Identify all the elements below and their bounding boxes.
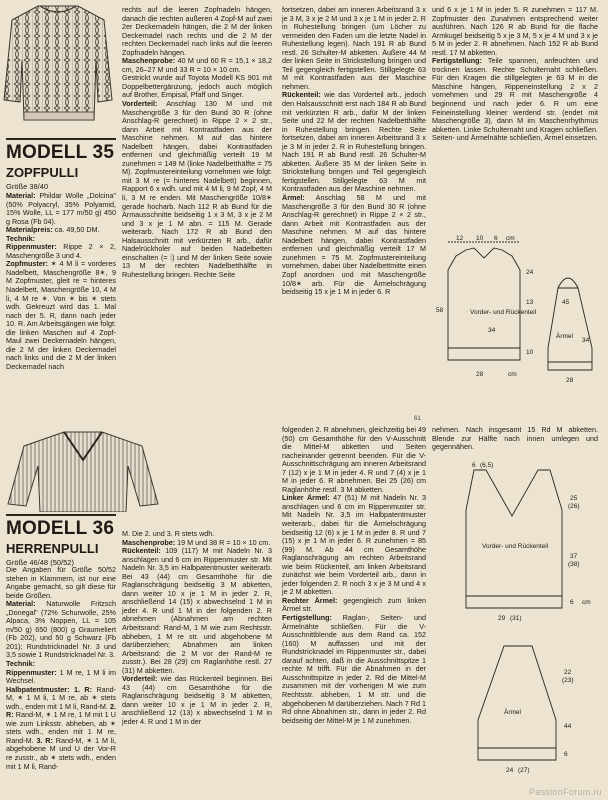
model36-col2-paragraph: Maschenprobe: 19 M und 38 R = 10 × 10 cm. xyxy=(122,537,271,547)
s36-bottom-31: (31) xyxy=(510,615,522,622)
model35-col4-paragraph: und 6 x je 1 M in jeder 5. R zunehmen = 117 M. Zopfmuster den Zunahmen entsprechend weiter ausführen. Nach 126 R ab Bund für die flache Armkugel beidseitig 5 x je 3 M, 5 x je 4 M und 3 x je 5 M in jeder 2. R abnehmen. Nach 152 R ab Bund restl. 17 M abketten. xyxy=(432,6,598,57)
model35-col2-paragraph: Vorderteil: Anschlag 130 M und mit Maschengröße 3 für den Bund 30 R (ohne Anschlag-R gerechnet) in Rippe 2 × 2 str., dann Arbeit mit Kontrastfaden aus der Maschine nehmen. M auf das hintere Nadelbett hängen, dabei Kontrastfaden entfernen und gleichmäßig verteilt 19 M zunehmen = 149 M (linke Nadelbetthälfte = 75 M). Zopfmustereinteilung vornehmen wie folgt: mit 3 M re (= hinteres Nadelbett) beginnen, Rapport 6 x wdh. und mit 4 M li, 9 M Zopf, 4 M li, 3 M re enden. Mit Maschengröße 10/8✶ gerade hocharb. Nach 112 R ab Bund für die Armausschnitte beidseitig 1 x 3 M, 3 x je 2 M und 3 x je 1 M abn. = 115 M. Gerade weiterarb. Nach 172 R ab Bund den Halsausschnitt mit verkürzten R arb., dafür Nadelrückholer auf beiden Nadelbetten einschalten (= ⁞) und M der linken Seite sowie 13 M der rechten Nadelbetthälfte in Ruhestellung bringen. Rechte Seite xyxy=(122,99,272,279)
s36-right-37: 37 xyxy=(570,553,578,560)
model36-column-4 xyxy=(432,426,598,458)
s36-bottom-29: 29 xyxy=(498,615,506,622)
model36-column-3 xyxy=(282,426,426,800)
model35-col2-paragraph: Maschenprobe: 40 M und 60 R = 15,1 × 18,2 cm, 26–27 M und 33 R = 10 × 10 cm. xyxy=(122,56,272,74)
model35-column-2 xyxy=(122,6,272,420)
s35-dim-6: 6 xyxy=(494,235,498,242)
s35-right-13: 13 xyxy=(526,299,534,306)
model36-column-1 xyxy=(6,566,116,800)
s35-body-label: Vorder- und Rückenteil xyxy=(470,309,537,316)
model35-subtitle: ZOPFPULLI xyxy=(6,165,79,180)
model35-column-4 xyxy=(432,6,598,228)
s36-top-65: (6,5) xyxy=(480,462,494,469)
model36-col1-paragraph: Halbpatentmuster: 1. R: Rand-M, ✶ 1 M li, 1 M re, ab ✶ stets wdh., enden mit 1 M li, Rand-M. 2. R: Rand-M, ✶ 1 M re, 1 M mit 1 U wie zum Linksstr. abheben, ab ✶ stets wdh., enden mit 1 M re, Rand-M. 3. R: Rand-M, ✶ 1 M li, abgehobene M und U der Vor-R re zusstr., ab ✶ stets wdh., enden mit 1 M li, Rand- xyxy=(6,684,116,771)
model35-col1-paragraph: Technik: xyxy=(6,233,36,243)
s36-top-6: 6 xyxy=(472,462,476,469)
model36-col4-paragraph: nehmen. Nach insgesamt 15 Rd M abketten. Blende zur Hälfte nach innen umlegen und gegennähen. xyxy=(432,426,598,452)
s35-right-10: 10 xyxy=(526,349,534,356)
s36-sleeve-label: Ärmel xyxy=(504,709,521,716)
model36-column-2 xyxy=(122,530,272,800)
s35-bottom-28: 28 xyxy=(476,371,484,378)
herrenpulli-illustration xyxy=(2,426,162,512)
s36-sleeve-23: (23) xyxy=(562,677,574,684)
model36-size: Größe 46/48 (50/52) xyxy=(6,558,74,567)
model36-col3-paragraph: Rechter Ärmel: gegengleich zum linken Ärmel str. xyxy=(282,595,426,614)
model36-col2-paragraph: M. Die 2. und 3. R stets wdh. xyxy=(122,530,215,538)
s36-right-25: 25 xyxy=(570,495,578,502)
s35-sleeve-28: 28 xyxy=(566,377,574,384)
s35-sleeve-label: Ärmel xyxy=(556,333,573,340)
s35-dim-cm: cm xyxy=(506,235,515,242)
model35-schematic xyxy=(432,230,604,425)
s35-dim-10: 10 xyxy=(476,235,484,242)
s35-height-34: 34 xyxy=(488,327,496,334)
s36-right-cm: cm xyxy=(582,599,591,606)
model35-col3-paragraph: Ärmel: Anschlag 58 M und mit Maschengröße 3 für den Bund 30 R (ohne Anschlag-R gerechnet) in Rippe 2 × 2 str., dann Arbeit mit Kontrastfaden aus der Maschine nehmen. M auf das hintere Nadelbett hängen, dabei Kontrastfaden entfernen und gleichmäßig verteilt 17 M zunehmen = 75 M. Zopfmustereinteilung vornehmen, dabei über Nadelbettmitte einen Zopf anordnen und mit Maschengröße 10/8✶ arb. Für die Ärmelschrägung beidseitig 15 x je 1 M in jeder 6. R xyxy=(282,193,426,297)
model36-col3-paragraph: Linker Ärmel: 47 (51) M mit Nadeln Nr. 3 anschlagen und 6 cm im Rippenmuster str. Mit Nadeln Nr. 3,5 im Halbpatentmuster weiterarb., dabei für die Ärmelschrägung beidseitig 12 (6) x je 1 M in jeder 8. R und 7 (15) x je 1 M in jeder 6. R zunehmen = 85 (99) M. Ab 44 cm Gesamthöhe Raglanschrägung am rechten Arbeitsrand wie beim Rückenteil, am linken Arbeitsrand zunächst wie beim Vorderteil arb., dann in jeder folgenden 2. R noch 3 x je 3 M und 4 x je 2 M abketten. xyxy=(282,493,426,597)
model36-col2-paragraph: Rückenteil: 109 (117) M mit Nadeln Nr. 3 anschlagen und 6 cm im Rippenmuster str. Mit Nadeln Nr. 3,5 im Halbpatentmuster weiterarb. Bei 43 (44) cm Gesamthöhe für die Raglanschrägung beidseitig 3 M abketten, dann weiter 10 x je 1 M in jeder 2. R, anschließend 14 (15) x abwechselnd 1 M in jeder 4. R und 1 M in der folgenden 2. R abnehmen (Abnahmen am rechten Arbeitsrand: Rand-M, 1 M wie zum Rechtsstr. abheben, 1 M re str. und abgehobene M darüberziehen; Abnahmen am linken Arbeitsrand: die 2 M vor der Rand-M re zusstr.). Bei 28 (29) cm Raglanhöhe restl. 27 (31) M abketten. xyxy=(122,546,272,675)
model35-col1-paragraph: Rippenmuster: Rippe 2 × 2, Maschengröße 3 und 4. xyxy=(6,242,116,260)
model36-schematic xyxy=(446,460,602,793)
model35-col1-paragraph: Zopfmuster: ✶ 4 M li = vorderes Nadelbett, Maschengröße 8✶, 9 M Zopfmuster, gleit re = hinteres Nadelbett, Maschengröße 10, 4 M li, 4 M re ✶. Von ✶ bis ✶ stets wdh. Gekreuzt wird das 1. Mal nach der 5. R, dann nach jeder 10. R. Am Arbeitsgängen wie folgt: die linken Maschen auf 4 Zopf-Maul zwei Deckernadeln hängen, die 2 M der linken Deckernadel nach links und die 2 M der linken Deckernadel nach xyxy=(6,259,116,371)
s36-sleeve-44: 44 xyxy=(564,723,572,730)
model36-heading xyxy=(6,514,116,567)
s35-bottom-cm: cm xyxy=(508,371,517,378)
s36-body-label: Vorder- und Rückenteil xyxy=(482,543,549,550)
s36-sleeve-6: 6 xyxy=(564,751,568,758)
model35-col2-paragraph: Gestrickt wurde auf Toyota Modell KS 901 mit Doppelbettergänzung, jedoch auch möglich auf Brother, Empisal, Pfaff und Singer. xyxy=(122,73,272,100)
model35-col3-paragraph: fortsetzen, dabei am inneren Arbeitsrand 3 x je 3 M, 3 x je 2 M und 3 x je 1 M in jeder 2. R in Ruhestellung bringen (um Löcher zu vermeiden den Faden um die letzte Nadel in Ruhestellung legen). Nach 191 R ab Bund restl. 26 Schulter-M abketten. Äußere 44 M der linken Seite in Strickstellung bringen und Teil gegengleich fertigstellen. Stillgelegte 63 M mit Kontrastfaden aus der Maschine nehmen. xyxy=(282,6,426,91)
s35-sleeve-45: 45 xyxy=(562,299,570,306)
s36-right-26: (26) xyxy=(568,503,580,510)
model36-col1-paragraph: Technik: xyxy=(6,659,36,669)
model35-column-1 xyxy=(6,192,116,420)
model36-col1-paragraph: Material: Naturwolle Fritzsch „Donegal" (72% Schurwolle, 25% Alpaca, 3% Noppen, LL = 105 m/50 g) 650 (800) g Graumeliert (Fb 202), und 50 g Schwarz (Fb 201); Rundstricknadel Nr. 3 und 3,5 sowie 1 Rundstricknadel Nr. 3. xyxy=(6,599,116,660)
model35-col4-paragraph: Fertigstellung: Teile spannen, anfeuchten und trocknen lassen. Rechte Schulternaht schließen. Für den Kragen die stillgelegten je 63 M in die Maschine hängen, Rippeneinstellung 2 x 2 vornehmen und 29 R mit Maschengröße 4 beginnend und nach jeder 6. R um eine Feineinstellung kleiner werdend str. (endet mit Maschengröße 3), dann M im Maschenrhythmus abketten. Linke Schulternaht und Kragen schließen. Seiten- und Ärmelnähte schließen, Ärmel einsetzen. xyxy=(432,56,598,143)
model36-col3-paragraph: Fertigstellung: Raglan-, Seiten- und Ärmelnähte schließen. Für die V-Ausschnittblende aus dem Rand ca. 152 (160) M auffassen und mit der Rundstricknadel im Rippenmuster str., dabei darauf achten, daß in die Ausschnittspitze 1 rechte M trifft. Für die Abnahmen in der Ausschnittspitze in jeder 2. Rd die Mittel-M zusammen mit der vorherigen M wie zum Rechtsstr. abheben, 1 M str. und die abgehobenen M darüberziehen. Nach 7 Rd 1 Rd ohne Abnahmen str., dann in jeder 2. Rd beidseitig der Mittel-M je 1 M zunehmen. xyxy=(282,613,426,725)
model35-col1-paragraph: Materialpreis: ca. 49,50 DM. xyxy=(6,225,100,235)
model36-col1-paragraph: Die Angaben für Größe 50/52 stehen in Klammern, ist nur eine Angabe gemacht, so gilt diese für beide Größen. xyxy=(6,566,116,600)
model35-column-3 xyxy=(282,6,426,420)
model35-col2-paragraph: rechts auf die leeren Zopfnadeln hängen, danach die rechten außeren 4 Zopf-M auf zwei 2er Deckernadeln hängen, die 2 M der linken Deckernadel nach rechts und die 2 M der rechten Deckernadel nach links auf die leeren Zopfnadeln hängen. xyxy=(122,6,272,57)
zopfpulli-illustration xyxy=(2,0,114,128)
s35-sleeve-34: 34 xyxy=(582,337,590,344)
model35-col3-paragraph: Rückenteil: wie das Vorderteil arb., jedoch den Halsausschnitt erst nach 184 R ab Bund mit verkürzten R arb., dafür M der linken Seite und 22 M der rechten Nadelbetthälfte in Ruhestellung bringen. Rechte Seite fortsetzen, dabei am inneren Arbeitsrand 3 x je 3 M in jeder 2. R in Ruhestellung bringen. Nach 191 R ab Bund restl. 26 Schulter-M abketten. Äußere 35 M der linken Seite in Strickstellung bringen und Teil gegengleich fertigstellen. Stillgelegte 63 M mit Kontrastfaden aus der Maschine nehmen. xyxy=(282,90,426,194)
s35-dim-12: 12 xyxy=(456,235,464,242)
model36-col3-paragraph: folgenden 2. R abnehmen, gleichzeitig bei 49 (50) cm Gesamthöhe für den V-Ausschnitt die Mittel-M abketten und Seiten nacheinander getrennt beenden. Für die V-Ausschnittschrägung am inneren Arbeitsrand 7 (12) x je 1 M in jeder 4. R und 7 (4) x je 1 M in jeder 6. R abnehmen. Bei 25 (26) cm Raglanhöhe restl. 3 M abketten. xyxy=(282,426,426,494)
model36-col1-paragraph: Rippenmuster: 1 M re, 1 M li im Wechsel. xyxy=(6,667,116,686)
model36-subtitle: HERRENPULLI xyxy=(6,541,99,556)
s36-sleeve-bottom-27: (27) xyxy=(518,767,530,774)
s36-sleeve-22: 22 xyxy=(564,669,572,676)
s36-right-6: 6 xyxy=(570,599,574,606)
model36-col2-paragraph: Vorderteil: wie das Rückenteil beginnen. Bei 43 (44) cm Gesamthöhe für die Raglanschrägung beidseitig 3 M abketten, dann weiter 10 x je 1 M in jeder 2. R, anschließend 12 (13) x abwechselnd 1 M in jeder 4. R und 1 M in der xyxy=(122,674,272,727)
s35-height-58: 58 xyxy=(436,307,444,314)
page-number: 61 xyxy=(414,416,421,422)
s36-sleeve-bottom-24: 24 xyxy=(506,767,514,774)
model35-title: MODELL 35 xyxy=(6,138,116,164)
s35-right-24: 24 xyxy=(526,269,534,276)
model35-heading xyxy=(6,138,116,191)
model35-col1-paragraph: Material: Phildar Wolle „Dolcina" (50% Polyacryl, 35% Polyamid, 15% Wolle, LL = 177 m/50 g) 450 g Rosa (Fb 04). xyxy=(6,192,116,226)
model36-title: MODELL 36 xyxy=(6,514,116,540)
watermark: PassionForum.ru xyxy=(528,787,602,797)
s36-right-38: (38) xyxy=(568,561,580,568)
model35-size: Größe 38/40 xyxy=(6,182,49,191)
